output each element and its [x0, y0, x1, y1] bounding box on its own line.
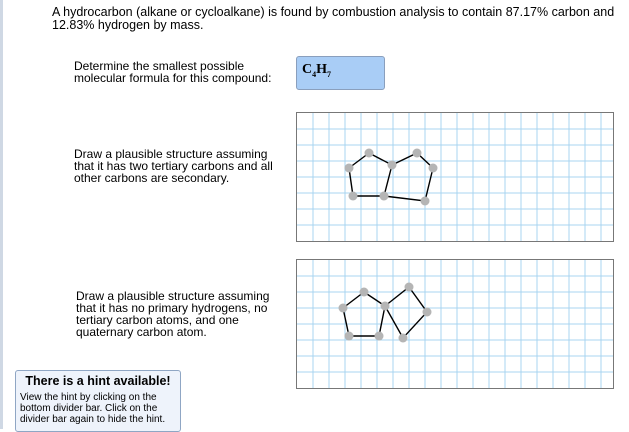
- carbon-atom[interactable]: [405, 283, 414, 292]
- structure-canvas-1[interactable]: [296, 112, 614, 242]
- hint-title: There is a hint available!: [25, 374, 171, 388]
- question-text: A hydrocarbon (alkane or cycloalkane) is found by combustion analysis to contain 87.17% carbon and 12.83% hydrogen by mass.: [52, 5, 615, 32]
- part2-prompt: Draw a plausible structure assuming that it has two tertiary carbons and all other carbons are secondary.: [74, 147, 273, 185]
- carbon-atom[interactable]: [413, 149, 422, 158]
- carbon-atom[interactable]: [345, 164, 354, 173]
- left-border: [0, 0, 3, 429]
- carbon-atom[interactable]: [423, 308, 432, 317]
- ring-bonds-4: [385, 287, 427, 338]
- grid-lines: [297, 113, 613, 241]
- hint-box[interactable]: [15, 370, 181, 432]
- carbon-atom[interactable]: [399, 334, 408, 343]
- carbon-atom[interactable]: [381, 302, 390, 311]
- ring-bonds-5: [343, 292, 385, 336]
- carbon-atom[interactable]: [380, 192, 389, 201]
- formula-text: $C_4H_7$: [302, 62, 332, 79]
- carbon-atom[interactable]: [388, 161, 397, 170]
- drawing-area-1[interactable]: [297, 113, 613, 241]
- drawing-area-2[interactable]: [297, 260, 613, 388]
- carbon-atom[interactable]: [421, 197, 430, 206]
- grid-lines: [297, 260, 613, 388]
- carbon-atom[interactable]: [360, 288, 369, 297]
- carbon-atom[interactable]: [349, 192, 358, 201]
- carbon-atom[interactable]: [375, 332, 384, 341]
- carbon-atom[interactable]: [339, 304, 348, 313]
- structure-canvas-2[interactable]: [296, 259, 614, 389]
- carbon-atom[interactable]: [429, 164, 438, 173]
- part3-prompt: Draw a plausible structure assuming that it has no primary hydrogens, no tertiary carbon atoms, and one quaternary carbon atom.: [76, 289, 270, 339]
- ring-bonds-5: [349, 153, 392, 196]
- hint-body: View the hint by clicking on the bottom divider bar. Click on the divider bar again to hide the hint.: [20, 392, 166, 425]
- formula-answer-field[interactable]: [296, 56, 385, 90]
- carbon-atom[interactable]: [365, 149, 374, 158]
- carbon-atom[interactable]: [345, 332, 354, 341]
- part1-prompt: Determine the smallest possible molecular formula for this compound:: [74, 59, 272, 85]
